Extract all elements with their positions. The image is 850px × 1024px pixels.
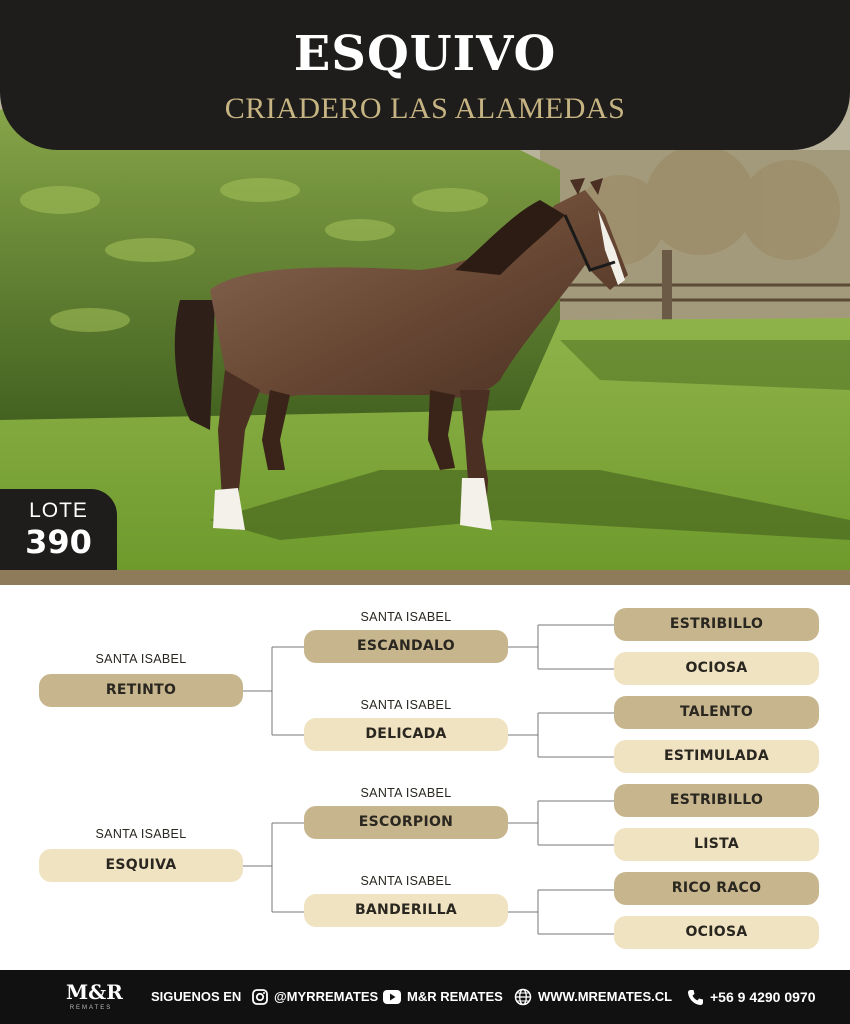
paternal-granddam-name: DELICADA bbox=[304, 718, 508, 751]
maternal-grandsire-breeder: SANTA ISABEL bbox=[360, 786, 452, 800]
great-grandparent-2: OCIOSA bbox=[614, 652, 819, 685]
maternal-granddam-name: BANDERILLA bbox=[304, 894, 508, 927]
pedigree-tree bbox=[0, 585, 850, 970]
great-grandparent-7: RICO RACO bbox=[614, 872, 819, 905]
phone-icon bbox=[687, 989, 704, 1006]
dam-name: ESQUIVA bbox=[39, 849, 243, 882]
great-grandparent-3: TALENTO bbox=[614, 696, 819, 729]
maternal-grandsire-name: ESCORPION bbox=[304, 806, 508, 839]
great-grandparent-6: LISTA bbox=[614, 828, 819, 861]
phone-number: +56 9 4290 0970 bbox=[710, 989, 816, 1005]
youtube-icon bbox=[383, 990, 401, 1004]
instagram-link[interactable] bbox=[252, 970, 378, 1024]
youtube-link[interactable] bbox=[383, 970, 503, 1024]
globe-icon bbox=[514, 988, 532, 1006]
footer bbox=[0, 970, 850, 1024]
mr-remates-logo[interactable] bbox=[66, 980, 123, 1016]
website-url: WWW.MREMATES.CL bbox=[538, 989, 673, 1004]
dam-breeder: SANTA ISABEL bbox=[95, 827, 187, 841]
sire-breeder: SANTA ISABEL bbox=[95, 652, 187, 666]
website-link[interactable] bbox=[514, 970, 672, 1024]
logo-mark: M&R bbox=[66, 980, 123, 1004]
header-banner bbox=[0, 0, 850, 150]
lot-badge bbox=[0, 489, 117, 572]
lot-number: 390 bbox=[25, 523, 92, 561]
great-grandparent-4: ESTIMULADA bbox=[614, 740, 819, 773]
great-grandparent-8: OCIOSA bbox=[614, 916, 819, 949]
maternal-granddam-breeder: SANTA ISABEL bbox=[360, 874, 452, 888]
paternal-grandsire-breeder: SANTA ISABEL bbox=[360, 610, 452, 624]
paternal-granddam-breeder: SANTA ISABEL bbox=[360, 698, 452, 712]
lot-label: LOTE bbox=[29, 499, 88, 522]
youtube-channel: M&R REMATES bbox=[407, 989, 503, 1004]
breeder-subtitle: CRIADERO LAS ALAMEDAS bbox=[224, 92, 626, 125]
page-title: ESQUIVO bbox=[293, 26, 557, 82]
sire-name: RETINTO bbox=[39, 674, 243, 707]
follow-text: SIGUENOS EN bbox=[151, 989, 242, 1004]
instagram-icon bbox=[252, 989, 268, 1005]
phone-link[interactable] bbox=[687, 970, 816, 1024]
instagram-handle: @MYRREMATES bbox=[274, 989, 379, 1004]
logo-sub: REMATES bbox=[69, 1005, 113, 1011]
follow-label bbox=[151, 970, 241, 1024]
divider-band bbox=[0, 570, 850, 585]
great-grandparent-1: ESTRIBILLO bbox=[614, 608, 819, 641]
great-grandparent-5: ESTRIBILLO bbox=[614, 784, 819, 817]
paternal-grandsire-name: ESCANDALO bbox=[304, 630, 508, 663]
